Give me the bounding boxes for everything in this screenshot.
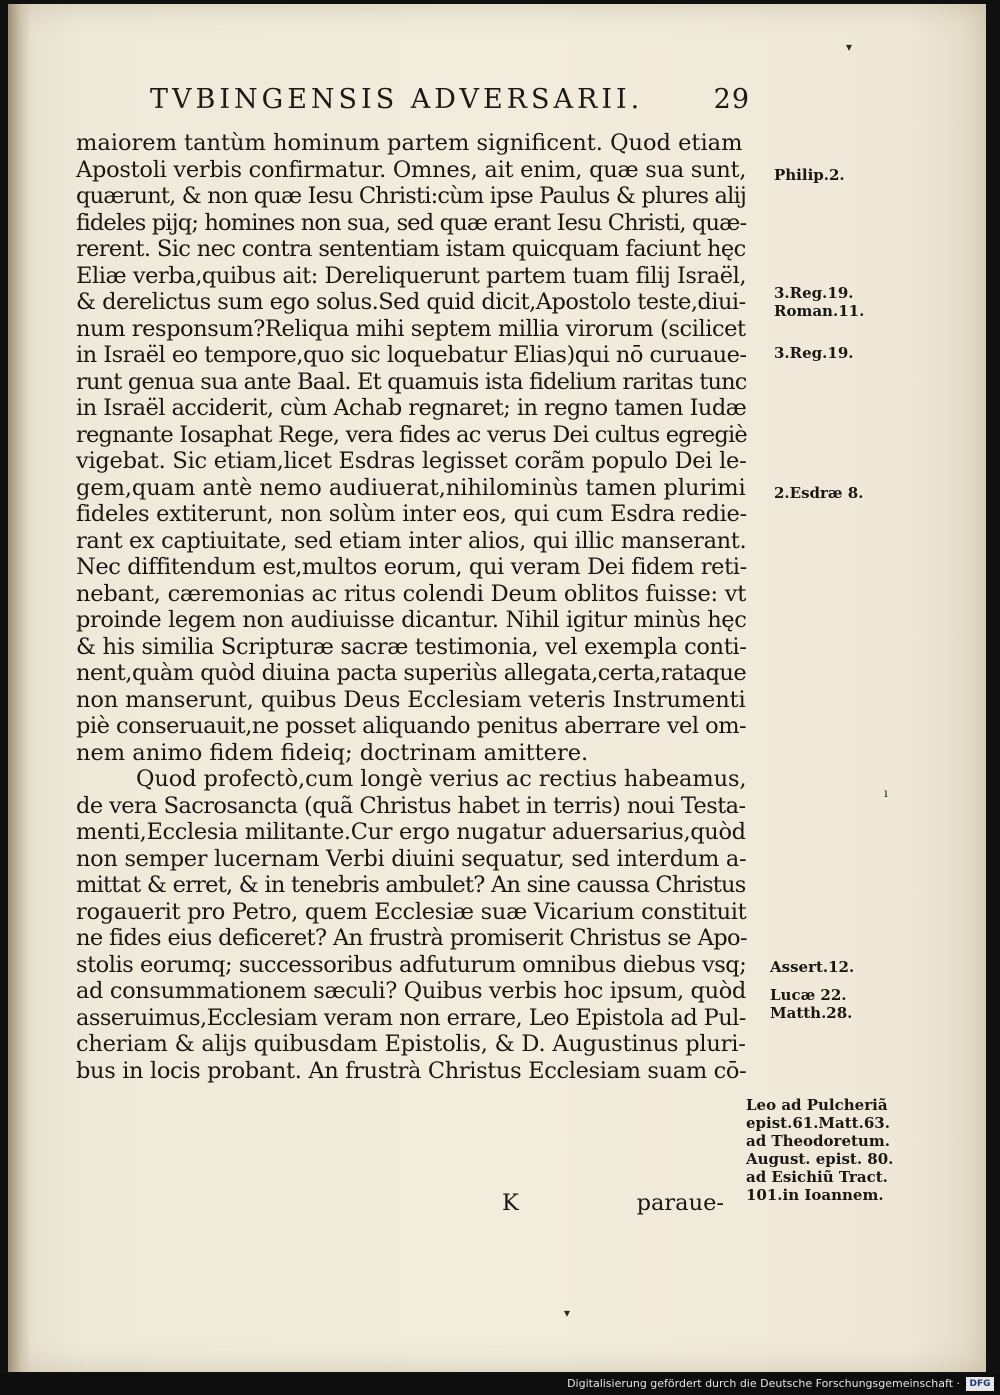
text-line: fideles extiterunt, non solùm inter eos, qui cum Esdra redie- [76,501,747,527]
text-line: runt genua sua ante Baal. Et quamuis ista fidelium raritas tunc [76,368,747,395]
text-line: piè conseruauit,ne posset aliquando penitus aberrare vel om- [76,713,747,739]
text-line: rogauerit pro Petro, quem Ecclesiæ suæ Vicarium constituit [76,898,747,925]
page-number: 29 [713,84,750,115]
page-footer [76,1190,724,1220]
text-line: vigebat. Sic etiam,licet Esdras legisset corãm populo Dei le- [76,448,747,474]
text-line: ne fides eius deficeret? An frustrà promiserit Christus se Apo- [76,925,747,951]
text-line: num responsum?Reliqua mihi septem millia virorum (scilicet [76,315,746,342]
text-line: & derelictus sum ego solus.Sed quid dicit,Apostolo teste,diui- [76,289,746,315]
margin-note-line: August. epist. 80. [746,1150,894,1168]
text-line: Apostoli verbis confirmatur. Omnes, ait enim, quæ sua sunt, [76,156,747,183]
ink-speck: ı [884,786,888,800]
text-line: stolis eorumq; successoribus adfuturum omnibus diebus vsq; [76,951,747,978]
text-line: rant ex captiuitate, sed etiam inter alios, qui illic manserant. [76,527,747,554]
text-line: menti,Ecclesia militante.Cur ergo nugatur aduersarius,quòd [76,819,746,845]
ink-speck: ▾ [846,40,853,54]
dfg-logo: DFG [966,1377,994,1391]
text-line: Quod profectò,cum longè verius ac rectius habeamus, [136,766,747,792]
text-line: Nec diffitendum est,multos eorum, qui veram Dei fidem reti- [76,554,747,580]
margin-note [774,344,853,362]
margin-note-line: 2.Esdræ 8. [774,484,864,502]
margin-note-line: Roman.11. [774,302,865,320]
text-line: de vera Sacrosancta (quã Christus habet in terris) noui Testa- [76,792,746,819]
body-text [76,130,746,1084]
text-line: nebant, cæremonias ac ritus colendi Deum oblitos fuisse: vt [76,580,747,607]
margin-note [770,986,852,1022]
margin-note-line: Leo ad Pulcheriã [746,1096,888,1114]
text-line: cheriam & alijs quibusdam Epistolis, & D. Augustinus pluri- [76,1031,746,1057]
margin-note-line: Philip.2. [774,166,845,184]
text-line: in Israël eo tempore,quo sic loquebatur Elias)qui nō curuaue- [76,342,747,368]
text-line: non manserunt, quibus Deus Ecclesiam veteris Instrumenti [76,686,746,713]
text-line: nent,quàm quòd diuina pacta superiùs allegata,certa,rataque [76,660,747,686]
margin-note-line: epist.61.Matt.63. [746,1114,890,1132]
margin-note-line: 3.Reg.19. [774,284,854,302]
margin-note [746,1096,893,1204]
credit-text: Digitalisierung gefördert durch die Deutsche Forschungsgemeinschaft · [567,1377,960,1390]
signature-mark: K [502,1190,519,1216]
margin-note-line: Assert.12. [770,958,855,976]
margin-note-line: 3.Reg.19. [774,344,854,362]
text-line: proinde legem non audiuisse dicantur. Nihil igitur minùs hęc [76,607,747,633]
margin-note-line: Lucæ 22. [770,986,847,1004]
text-line: gem,quam antè nemo audiuerat,nihilominùs tamen plurimi [76,474,746,501]
text-line: mittat & erret, & in tenebris ambulet? An sine caussa Christus [76,872,746,898]
margin-note [774,166,845,184]
text-line: bus in locis probant. An frustrà Christus Ecclesiam suam cō- [76,1057,747,1084]
margin-note-line: Matth.28. [770,1004,853,1022]
text-line: ad consummationem sæculi? Quibus verbis hoc ipsum, quòd [76,978,746,1004]
page-binding-shadow [8,4,30,1372]
margin-note [774,484,863,502]
text-line: Eliæ verba,quibus ait: Dereliquerunt partem tuam filij Israël, [76,262,747,289]
margin-note-line: ad Esichiũ Tract. [746,1168,888,1186]
text-line: non semper lucernam Verbi diuini sequatur, sed interdum a- [76,845,747,872]
margin-note [774,284,864,320]
text-line: rerent. Sic nec contra sententiam istam quicquam faciunt hęc [76,236,746,262]
catchword: paraue- [636,1190,724,1216]
text-line: in Israël acciderit, cùm Achab regnaret; in regno tamen Iudæ [76,395,747,421]
text-line: asseruimus,Ecclesiam veram non errare, Leo Epistola ad Pul- [76,1004,746,1031]
credit-bar [0,1374,1000,1395]
margin-note [770,958,854,976]
text-line: fideles pijq; homines non sua, sed quæ erant Iesu Christi, quæ- [76,209,747,236]
text-line: & his similia Scripturæ sacræ testimonia, vel exempla conti- [76,633,747,660]
text-line: regnante Iosaphat Rege, vera fides ac verus Dei cultus egregiè [76,421,747,448]
running-header [150,84,750,124]
margin-note-line: ad Theodoretum. [746,1132,890,1150]
text-line: maiorem tantùm hominum partem significent. Quod etiam [76,130,743,156]
text-line: quærunt, & non quæ Iesu Christi:cùm ipse Paulus & plures alij [76,183,747,209]
margin-note-line: 101.in Ioannem. [746,1186,884,1204]
text-line: nem animo fidem fideiq; doctrinam amittere. [76,739,589,766]
ink-speck: ▾ [564,1306,571,1320]
running-title: TVBINGENSIS ADVERSARII. [150,84,644,115]
